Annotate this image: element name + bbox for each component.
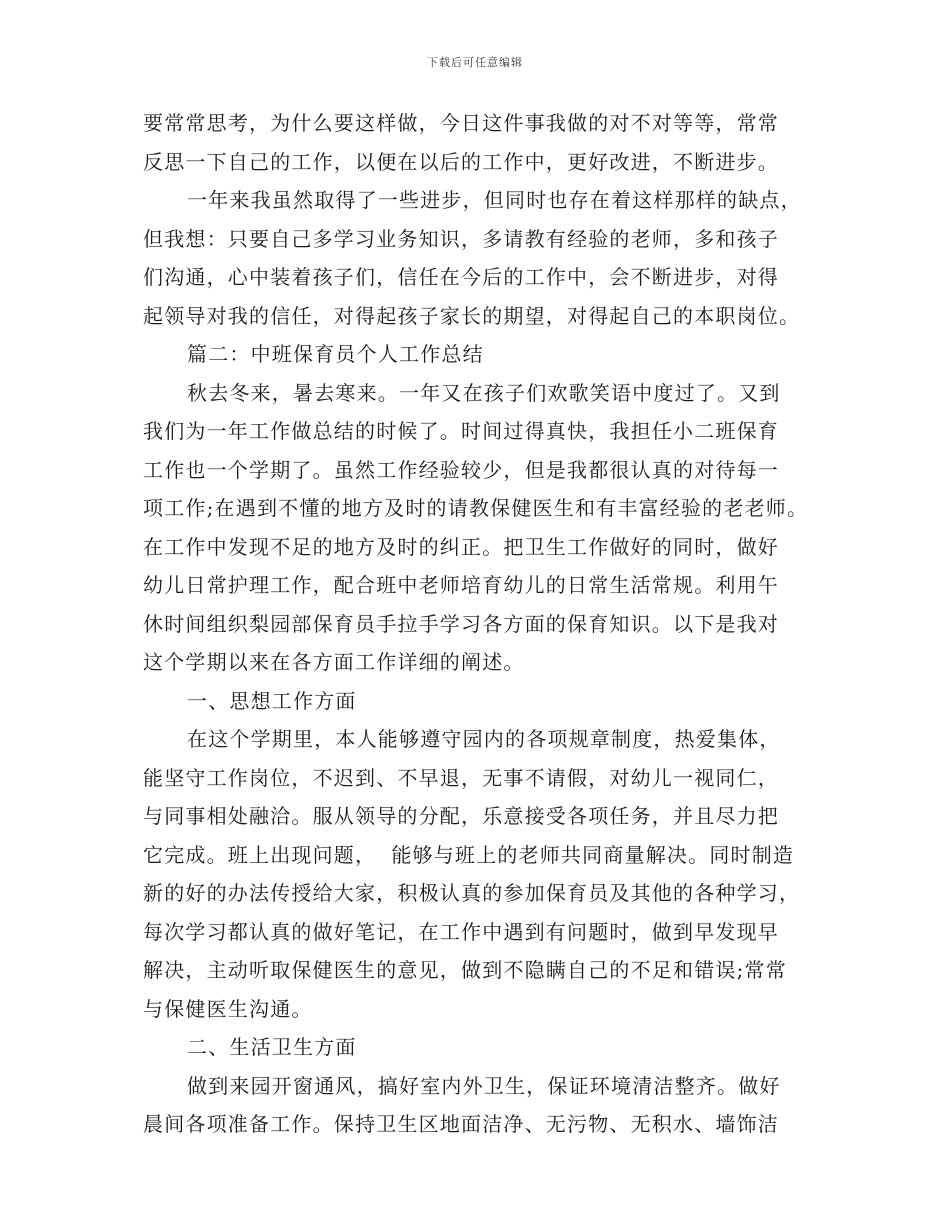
text-line: 能坚守工作岗位，不迟到、不早退，无事不请假，对幼儿一视同仁，	[143, 765, 779, 790]
text-line: 我们为一年工作做总结的时候了。时间过得真快，我担任小二班保育	[143, 419, 779, 443]
text-line: 与保健医生沟通。	[143, 996, 313, 1021]
text-line: 这个学期以来在各方面工作详细的阐述。	[143, 650, 525, 674]
text-line: 一年来我虽然取得了一些进步，但同时也存在着这样那样的缺点，	[187, 188, 802, 212]
page-header: 下载后可任意编辑	[427, 56, 523, 69]
text-line: 解决，主动听取保健医生的意见，做到不隐瞒自己的不足和错误;常常	[143, 958, 787, 982]
document-body	[143, 104, 813, 1144]
text-line: 幼儿日常护理工作，配合班中老师培育幼儿的日常生活常规。利用午	[143, 573, 779, 597]
text-line: 它完成。班上出现问题， 能够与班上的老师共同商量解决。同时制造	[143, 842, 795, 867]
text-line: 晨间各项准备工作。保持卫生区地面洁净、无污物、无积水、墙饰洁	[143, 1112, 779, 1136]
text-line: 新的好的办法传授给大家，积极认真的参加保育员及其他的各种学习，	[143, 881, 801, 905]
text-line: 起领导对我的信任，对得起孩子家长的期望，对得起自己的本职岗位。	[143, 303, 801, 328]
section-heading: 二、生活卫生方面	[187, 1035, 357, 1059]
section-heading: 一、思想工作方面	[187, 688, 357, 713]
text-line: 做到来园开窗通风，搞好室内外卫生，保证环境清洁整齐。做好	[187, 1073, 781, 1098]
text-line: 秋去冬来，暑去寒来。一年又在孩子们欢歌笑语中度过了。又到	[187, 380, 781, 405]
text-line: 但我想：只要自己多学习业务知识，多请教有经验的老师，多和孩子	[143, 226, 779, 251]
text-line: 要常常思考，为什么要这样做，今日这件事我做的对不对等等，常常	[143, 111, 779, 135]
text-line: 休时间组织梨园部保育员手拉手学习各方面的保育知识。以下是我对	[143, 611, 779, 636]
text-line: 项工作;在遇到不懂的地方及时的请教保健医生和有丰富经验的老老师。	[143, 496, 809, 520]
section-title: 篇二：中班保育员个人工作总结	[187, 342, 484, 366]
text-line: 每次学习都认真的做好笔记，在工作中遇到有问题时，做到早发现早	[143, 919, 779, 944]
text-line: 在工作中发现不足的地方及时的纠正。把卫生工作做好的同时，做好	[143, 534, 779, 559]
text-line: 工作也一个学期了。虽然工作经验较少，但是我都很认真的对待每一	[143, 457, 779, 482]
text-line: 们沟通，心中装着孩子们，信任在今后的工作中，会不断进步，对得	[143, 265, 779, 289]
text-line: 在这个学期里，本人能够遵守园内的各项规章制度，热爱集体，	[187, 727, 781, 751]
text-line: 与同事相处融洽。服从领导的分配，乐意接受各项任务，并且尽力把	[143, 804, 779, 828]
text-line: 反思一下自己的工作，以便在以后的工作中，更好改进，不断进步。	[143, 149, 779, 174]
